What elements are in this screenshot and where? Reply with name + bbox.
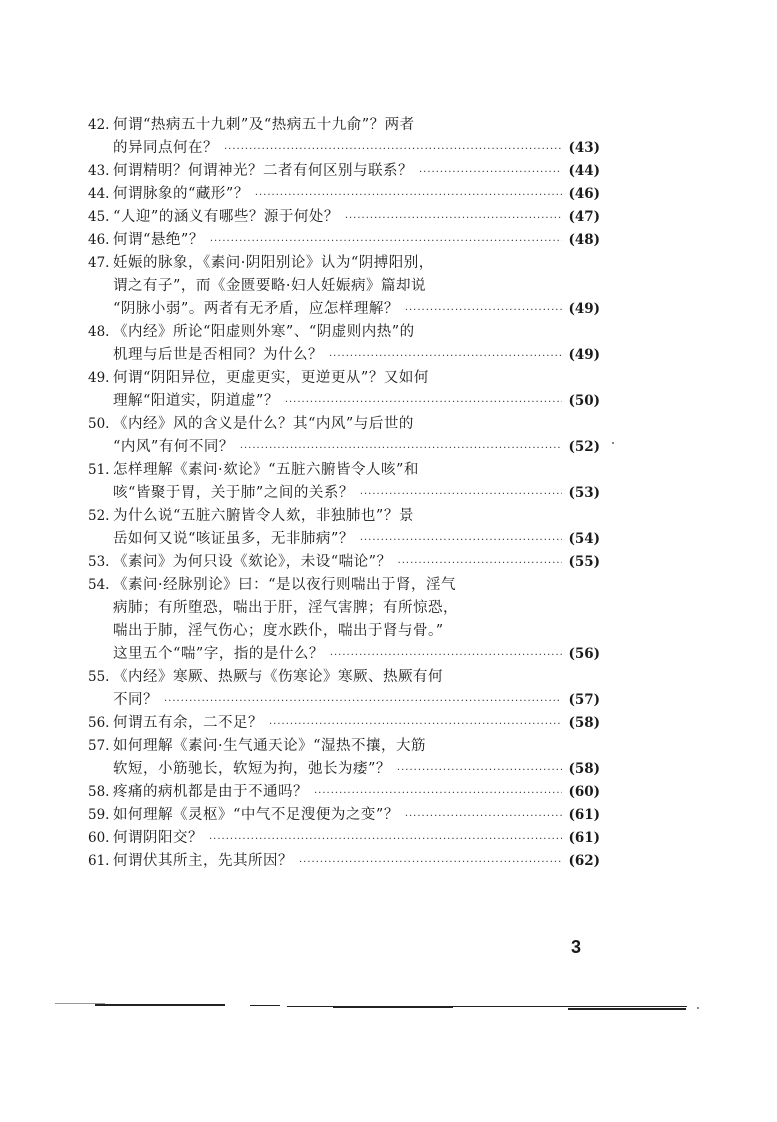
entry-title: 何谓精明？何谓神光？二者有何区别与联系？ [113, 163, 413, 179]
entry-title: 《内经》风的含义是什么？其“内风”与后世的 [113, 416, 414, 432]
toc-entry [88, 551, 600, 574]
toc-line [88, 275, 600, 298]
entry-page-ref: (61) [568, 807, 600, 823]
dot-leader [398, 552, 563, 575]
toc-line [88, 229, 600, 252]
entry-number: 54. [88, 577, 110, 593]
entry-number: 58. [88, 784, 110, 800]
entry-title: 理解“阳道实，阴道虚”？ [113, 393, 279, 409]
toc-entry [88, 712, 600, 735]
entry-number: 55. [88, 669, 110, 685]
entry-page-ref: (56) [568, 646, 600, 662]
toc-line [88, 827, 600, 850]
toc-line [88, 482, 600, 505]
toc-line [88, 206, 600, 229]
entry-title: 喘出于肺，淫气伤心；度水跌仆，喘出于肾与骨。” [113, 623, 444, 639]
entry-number: 57. [88, 738, 110, 754]
entry-number: 61. [88, 853, 110, 869]
dot-leader [210, 230, 563, 253]
toc-entry [88, 252, 600, 321]
entry-title: 《素问》为何只设《欬论》，未设“喘论”？ [113, 554, 392, 570]
toc-line [88, 321, 600, 344]
toc-line [88, 781, 600, 804]
entry-title: 如何理解《素问·生气通天论》“湿热不攘，大筋 [113, 738, 427, 754]
entry-title: 何谓脉象的“藏形”？ [113, 186, 249, 202]
dot-leader [240, 437, 563, 460]
toc-line [88, 390, 600, 413]
entry-title: 谓之有子”，而《金匮要略·妇人妊娠病》篇却说 [113, 278, 427, 294]
entry-page-ref: (58) [568, 715, 600, 731]
dot-leader [255, 184, 563, 207]
dot-leader [345, 207, 563, 230]
entry-number: 46. [88, 232, 110, 248]
entry-title: 妊娠的脉象，《素问·阴阳别论》认为“阴搏阳别， [113, 255, 434, 271]
entry-title: 何谓五有余，二不足？ [113, 715, 263, 731]
entry-title: 何谓伏其所主，先其所因？ [113, 853, 293, 869]
toc-entry [88, 206, 600, 229]
toc-line [88, 505, 600, 528]
toc-entry [88, 459, 600, 505]
entry-number: 56. [88, 715, 110, 731]
entry-title: 《内经》所论“阳虚则外寒”、“阴虚则内热”的 [113, 324, 415, 340]
dot-leader [209, 828, 562, 851]
entry-number: 50. [88, 416, 110, 432]
entry-number: 52. [88, 508, 110, 524]
toc-entry [88, 321, 600, 367]
dot-leader [224, 138, 562, 161]
entry-number: 43. [88, 163, 110, 179]
dot-leader [330, 644, 563, 667]
toc-line [88, 183, 600, 206]
toc-entry [88, 413, 600, 459]
entry-title: 何谓“热病五十九刺”及“热病五十九俞”？两者 [113, 117, 415, 133]
toc-entry [88, 850, 600, 873]
toc-entry [88, 183, 600, 206]
toc-line [88, 344, 600, 367]
entry-number: 44. [88, 186, 110, 202]
entry-page-ref: (54) [568, 531, 600, 547]
dot-leader [397, 759, 563, 782]
entry-title: 何谓“悬绝”？ [113, 232, 204, 248]
entry-title: 岳如何又说“咳证虽多，无非肺病”？ [113, 531, 354, 547]
entry-page-ref: (61) [568, 830, 600, 846]
entry-title: 疼痛的病机都是由于不通吗？ [113, 784, 308, 800]
toc-line [88, 804, 600, 827]
entry-page-ref: (49) [568, 347, 600, 363]
toc-entry [88, 735, 600, 781]
entry-number: 51. [88, 462, 110, 478]
entry-title: “内风”有何不同？ [113, 439, 234, 455]
toc-entry [88, 505, 600, 551]
toc-line [88, 459, 600, 482]
entry-title: 为什么说“五脏六腑皆令人欬，非独肺也”？景 [113, 508, 414, 524]
toc-entry [88, 804, 600, 827]
entry-title: 机理与后世是否相同？为什么？ [113, 347, 323, 363]
toc-entry [88, 114, 600, 160]
entry-page-ref: (46) [568, 186, 600, 202]
toc-line [88, 367, 600, 390]
toc-line [88, 551, 600, 574]
toc-line [88, 413, 600, 436]
entry-number: 45. [88, 209, 110, 225]
entry-number: 60. [88, 830, 110, 846]
entry-title: 这里五个“喘”字，指的是什么？ [113, 646, 324, 662]
entry-title: 怎样理解《素问·欬论》“五脏六腑皆令人咳”和 [113, 462, 419, 478]
entry-number: 53. [88, 554, 110, 570]
toc-line [88, 298, 600, 321]
entry-page-ref: (57) [568, 692, 600, 708]
toc-line [88, 160, 600, 183]
dot-leader [164, 690, 562, 713]
dot-leader [419, 161, 562, 184]
toc-line [88, 666, 600, 689]
entry-page-ref: (52) [568, 439, 600, 455]
toc-line [88, 758, 600, 781]
entry-number: 49. [88, 370, 110, 386]
toc-line [88, 712, 600, 735]
dot-leader [329, 345, 562, 368]
entry-title: 如何理解《灵枢》“中气不足溲便为之变”？ [113, 807, 399, 823]
dot-leader [299, 851, 562, 874]
entry-page-ref: (49) [568, 301, 600, 317]
entry-title: “人迎”的涵义有哪些？源于何处？ [113, 209, 339, 225]
toc-line [88, 114, 600, 137]
entry-page-ref: (47) [568, 209, 600, 225]
toc-line [88, 643, 600, 666]
entry-page-ref: (48) [568, 232, 600, 248]
toc-entry [88, 666, 600, 712]
entry-page-ref: (50) [568, 393, 600, 409]
entry-title: 何谓阴阳交？ [113, 830, 203, 846]
entry-number: 48. [88, 324, 110, 340]
entry-title: 《素问·经脉别论》曰：“是以夜行则喘出于肾，淫气 [113, 577, 457, 593]
dot-leader [314, 782, 562, 805]
entry-number: 42. [88, 117, 110, 133]
dot-leader [269, 713, 562, 736]
entry-number: 59. [88, 807, 110, 823]
toc-entry [88, 781, 600, 804]
toc-line [88, 735, 600, 758]
dot-leader [405, 805, 563, 828]
entry-page-ref: (43) [568, 140, 600, 156]
dot-leader [360, 529, 563, 552]
toc-line [88, 436, 600, 459]
entry-page-ref: (60) [568, 784, 600, 800]
toc-entry [88, 367, 600, 413]
entry-page-ref: (58) [568, 761, 600, 777]
entry-title: 的异同点何在？ [113, 140, 218, 156]
entry-title: 何谓“阴阳异位，更虚更实，更逆更从”？又如何 [113, 370, 429, 386]
toc-entry [88, 827, 600, 850]
toc-line [88, 574, 600, 597]
toc-line [88, 528, 600, 551]
table-of-contents [88, 114, 600, 873]
entry-number: 47. [88, 255, 110, 271]
entry-page-ref: (55) [568, 554, 600, 570]
toc-line [88, 620, 600, 643]
entry-title: 咳“皆聚于胃，关于肺”之间的关系？ [113, 485, 354, 501]
dot-leader [405, 299, 563, 322]
entry-page-ref: (62) [568, 853, 600, 869]
entry-page-ref: (44) [568, 163, 600, 179]
toc-line [88, 252, 600, 275]
entry-title: “阴脉小弱”。两者有无矛盾，应怎样理解？ [113, 301, 399, 317]
entry-title: 病肺；有所堕恐，喘出于肝，淫气害脾；有所惊恐， [113, 600, 458, 616]
entry-title: 《内经》寒厥、热厥与《伤寒论》寒厥、热厥有何 [113, 669, 443, 685]
entry-title: 不同？ [113, 692, 158, 708]
toc-entry [88, 574, 600, 666]
toc-line [88, 597, 600, 620]
toc-entry [88, 229, 600, 252]
toc-line [88, 137, 600, 160]
entry-page-ref: (53) [568, 485, 600, 501]
toc-line [88, 689, 600, 712]
toc-line [88, 850, 600, 873]
toc-entry [88, 160, 600, 183]
entry-title: 软短，小筋驰长，软短为拘，弛长为痿”？ [113, 761, 391, 777]
dot-leader [360, 483, 563, 506]
page-number: 3 [571, 937, 582, 957]
dot-leader [285, 391, 563, 414]
